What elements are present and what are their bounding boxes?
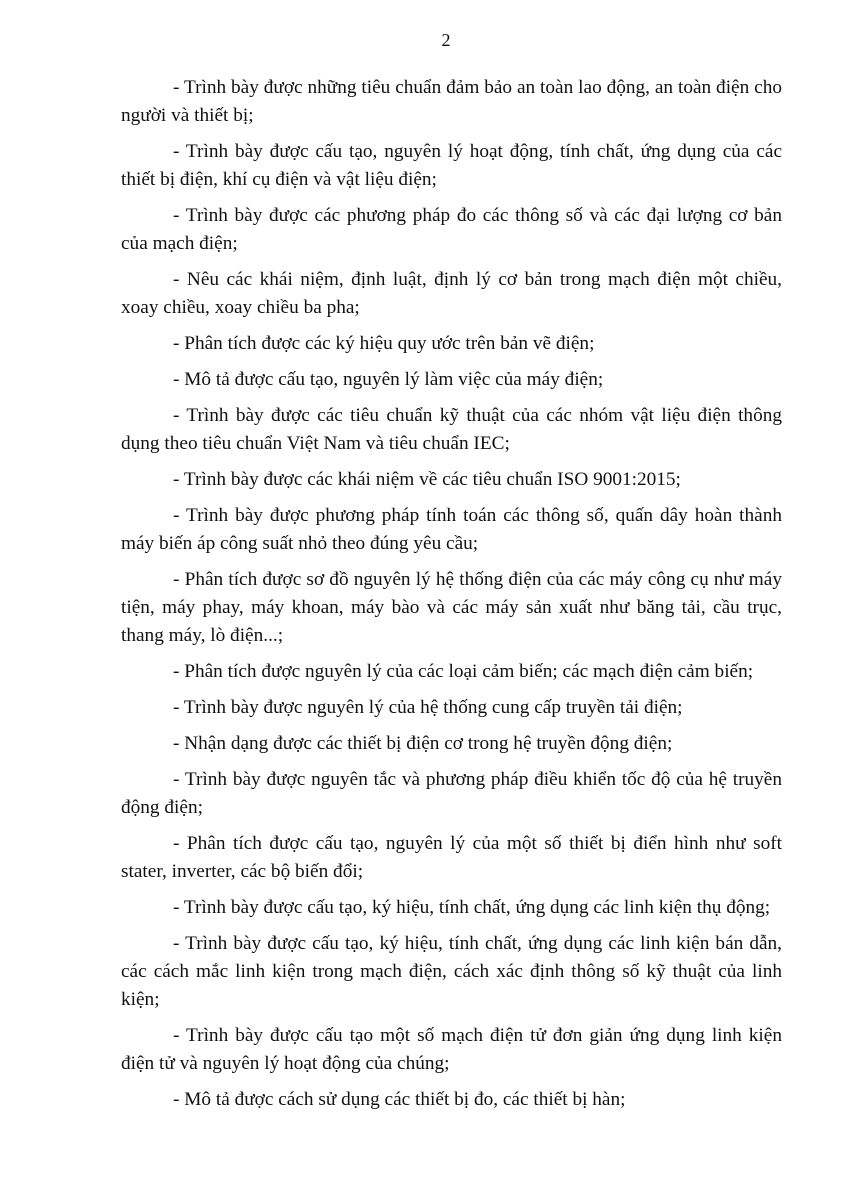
paragraph: - Trình bày được những tiêu chuẩn đảm bảo an toàn lao động, an toàn điện cho người và thiết bị;: [121, 77, 782, 126]
paragraph: - Trình bày được nguyên lý của hệ thống cung cấp truyền tải điện;: [173, 697, 683, 718]
paragraph: - Phân tích được các ký hiệu quy ước trên bản vẽ điện;: [173, 333, 595, 354]
paragraph: - Trình bày được các phương pháp đo các thông số và các đại lượng cơ bản của mạch điện;: [121, 205, 782, 254]
paragraph: - Trình bày được cấu tạo, ký hiệu, tính chất, ứng dụng các linh kiện bán dẫn, các cách mắc linh kiện trong mạch điện, cách xác định thông số kỹ thuật của linh kiện;: [121, 933, 782, 1010]
paragraph: - Trình bày được nguyên tắc và phương pháp điều khiển tốc độ của hệ truyền động điện;: [121, 769, 782, 818]
paragraph: - Nhận dạng được các thiết bị điện cơ trong hệ truyền động điện;: [173, 733, 673, 754]
paragraph: - Phân tích được nguyên lý của các loại cảm biến; các mạch điện cảm biến;: [173, 661, 754, 682]
page-number: 2: [441, 30, 451, 50]
paragraph: - Mô tả được cấu tạo, nguyên lý làm việc của máy điện;: [173, 369, 604, 390]
paragraph: - Trình bày được phương pháp tính toán các thông số, quấn dây hoàn thành máy biến áp công suất nhỏ theo đúng yêu cầu;: [121, 505, 782, 554]
paragraph: - Trình bày được cấu tạo một số mạch điện tử đơn giản ứng dụng linh kiện điện tử và nguyên lý hoạt động của chúng;: [121, 1025, 782, 1074]
paragraph: - Trình bày được cấu tạo, nguyên lý hoạt động, tính chất, ứng dụng của các thiết bị điện, khí cụ điện và vật liệu điện;: [121, 141, 782, 190]
paragraph: - Nêu các khái niệm, định luật, định lý cơ bản trong mạch điện một chiều, xoay chiều, xoay chiều ba pha;: [121, 269, 782, 318]
document-body: [121, 74, 782, 1122]
paragraph: - Phân tích được cấu tạo, nguyên lý của một số thiết bị điển hình như soft stater, inverter, các bộ biến đổi;: [121, 833, 782, 882]
paragraph: - Mô tả được cách sử dụng các thiết bị đo, các thiết bị hàn;: [173, 1089, 626, 1110]
paragraph: - Phân tích được sơ đồ nguyên lý hệ thống điện của các máy công cụ như máy tiện, máy phay, máy khoan, máy bào và các máy sản xuất như băng tải, cầu trục, thang máy, lò điện...;: [121, 569, 782, 646]
paragraph: - Trình bày được các khái niệm về các tiêu chuẩn ISO 9001:2015;: [173, 469, 681, 490]
paragraph: - Trình bày được cấu tạo, ký hiệu, tính chất, ứng dụng các linh kiện thụ động;: [173, 897, 771, 918]
paragraph: - Trình bày được các tiêu chuẩn kỹ thuật của các nhóm vật liệu điện thông dụng theo tiêu chuẩn Việt Nam và tiêu chuẩn IEC;: [121, 405, 782, 454]
